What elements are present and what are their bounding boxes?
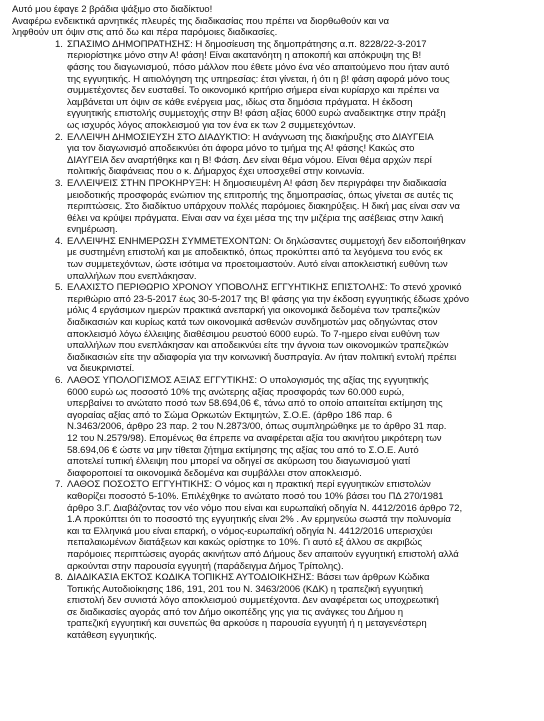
item-line: ΕΛΛΕΙΨΗ ΔΗΜΟΣΙΕΥΣΗ ΣΤΟ ΔΙΑΔΥΚΤΙΟ: Η ανάγνωση της διακήρυξης στο ΔΙΑΥΓΕΙΑ [67,131,434,143]
item-line: ΛΑΘΟΣ ΠΟΣΟΣΤΟ ΕΓΓΥΗΤΙΚΗΣ: Ο νόμος και η πρακτική περί εγγυητικών επιστολών [67,479,431,491]
item-line: τραπεζική εγγυητική και συνεπώς θα αρκούσε η παρουσία εγγυητή ή η μεταγενέστερη [67,618,427,630]
item-line: διαδικασιών είτε την αδιαφορία για την κοινωνική δυσπραγία. Αν ήταν πολιτική εντολή πρέπει [67,351,457,363]
item-line: εγγυητικής επιστολής συμμετοχής στην Β! φάση αξίας 6000 ευρώ αναδεικτηκε στην πράξη [67,108,446,120]
item-line: συμμετέχοντες δεν ευσταθεί. Το οικονομικό κριτήριο σήμερα είναι κυρίαρχο και πρέπει να [67,85,440,97]
item-line: και τα Ελληνικά μου είναι επαρκή, ο νόμος-ευρωπαϊκή οδηγία Ν. 4412/2016 υπερισχύει [67,525,433,537]
item-line: διαδικασιών και κυρίως κατά των οικονομικά ασθενών συνδημοτών μας οδηγώντας στον [67,317,438,329]
item-line: φάσης του διαγωνισμού, πόσο μάλλον που έθετε μόνο ένα νέο απαιτούμενο που ήταν αυτό [67,61,450,73]
issue-item [12,572,530,642]
item-line: ΛΑΘΟΣ ΥΠΟΛΟΓΙΣΜΟΣ ΑΞΙΑΣ ΕΓΓΥΤΙΚΗΣ: Ο υπολογισμός της αξίας της εγγυητικής [67,375,429,386]
issues-list [12,39,530,642]
item-line: περιορίστηκε μόνο στην Α! φάση! Είναι ακατανόητη η αποκοπή και απόκρυψη της Β! [67,50,422,62]
item-line: 58.694,06 € ώστε να μην τίθεται ζήτημα εκτίμησης της αξίας του από το Σ.Ο.Ε. Αυτό [67,444,419,456]
item-line: μόλις 4 εργάσιμων ημερών πρακτικά ανεπαρκή για οικονομικά δεδομένα των τραπεζικών [67,305,441,317]
item-line: αγοραίας αξίας από το Σώμα Ορκωτών Εκτιμητών, Σ.Ο.Ε. (άρθρο 186 παρ. 6 [67,409,393,421]
item-line: κατάθεση εγγυητικής. [67,630,157,642]
item-line: θέλει να κρύψει πράγματα. Είναι σαν να έχει μέσα της την μιζέρια της ασέβειας στην λαική [67,212,444,224]
item-line: των συμμετεχόντων, ώστε ισότιμα να προετοιμαστούν. Αυτό είναι αποκλειστική ευθύνη των [67,259,448,271]
item-line: 12 του Ν.2579/98). Επομένως θα έπρεπε να αναφέρεται αξία του ακινήτου μικρότερη των [67,432,442,444]
item-line: 1.Α προκύπτει ότι το ποσοστό της εγγυητικής είναι 2% . Αν ερμηνεύω σωστά την πολυνομία [67,514,451,526]
item-line: για τον διαγωνισμό αποδεικνύει ότι άφορα μόνο το τμήμα της Α! φάσης! Κακώς στο [67,143,415,155]
item-line: υπαλλήλων που ενεπλάκησαν. [67,270,197,282]
item-line: ΔΙΑΔΙΚΑΣΙΑ ΕΚΤΟΣ ΚΩΔΙΚΑ ΤΟΠΙΚΗΣ ΑΥΤΟΔΙΟΙΚΗΣΗΣ: Βάσει των άρθρων Κώδικα [67,572,430,584]
item-line: με συστημένη επιστολή και με αποδεικτικό, όπως προκύπτει από τα λεγόμενα του ενός εκ [67,247,443,259]
item-line: αρκούνται στην παρουσία εγγυητή (παράδειγμα Δήμος Τρίπολης). [67,560,344,572]
item-line: ΔΙΑΥΓΕΙΑ δεν αναρτήθηκε και η Β! Φάση. Δεν είναι θέμα νόμου. Είναι θέμα αρχών περί [67,154,432,166]
item-number: 5. [55,282,63,294]
item-line: άρθρο 3.Γ. Διαβάζοντας τον νέο νόμο που είναι και ευρωπαϊκή οδηγία Ν. 4412/2016 άρθρο 72, [67,502,463,514]
item-number: 6. [55,375,63,386]
item-line: παρόμοιες περιπτώσεις αγοράς ακινήτων από Δήμους δεν απαιτούν εγγυητική επιστολή αλλά [67,548,459,560]
item-line: περιπτώσεις. Στο διαδίκτυο υπάρχουν πολλές παρόμοιες διακηρύξεις. Η δική μας είναι σαν να [67,201,460,213]
item-line: λαμβάνεται υπ όψιν σε κάθε ενέργεια μας, ιδίως στα δημόσια πράγματα. Η έκδοση [67,96,413,108]
intro-line: Αυτό μου έφαγε 2 βράδια ψάξιμο στο διαδίκτυο! [12,4,213,15]
item-line: ΕΛΑΧΙΣΤΟ ΠΕΡΙΘΩΡΙΟ ΧΡΟΝΟΥ ΥΠΟΒΟΛΗΣ ΕΓΓΥΗΤΙΚΗΣ ΕΠΙΣΤΟΛΗΣ: Το στενό χρονικό [67,282,462,294]
item-number: 8. [55,572,63,584]
item-line: υπερβαίνει το ανώτατο ποσό των 58.694,06 €, τάνω από το οποίο απαιτείται εκτίμηση της [67,398,443,410]
issue-item [12,178,530,236]
item-line: Ν.3463/2006, άρθρο 23 παρ. 2 του Ν.2873/00, όπως συμπληρώθηκε με το άρθρο 31 παρ. [67,421,447,433]
item-line: να διευκρινιστεί. [67,363,135,375]
intro-line: Αναφέρω ενδεικτικά αρνητικές πλευρές της διαδικασίας που πρέπει να διορθωθούν και να [12,15,389,27]
item-number: 4. [55,235,63,247]
issue-item [12,39,530,132]
item-line: καθορίζει ποσοστό 5-10%. Επιλέχθηκε το ανώτατο ποσό του 10% βάσει του ΠΔ 270/1981 [67,490,444,502]
item-number: 7. [55,479,63,491]
intro [12,4,530,39]
item-line: της εγγυητικής. Η αιτιολόγηση της υπηρεσίας: έτσι γίνεται, ή ότι η β! φάση αφορά μόνο τους [67,73,450,85]
item-line: σε διαδικασίες αγοράς από τον Δήμο οικοπέδης γης για τις ανάγκες του Δήμου η [67,606,403,618]
item-line: υπαλλήλων που ενεπλάκησαν και αποδεικνύει είτε την άγνοια των οικονομικών τραπεζικών [67,340,449,352]
item-line: πεπαλαιωμένων διατάξεων και κακώς ορίστηκε το 10%. Γι αυτό εξ άλλου σε ακριβώς [67,537,422,549]
item-line: πολιτικής διαφάνειας που ο κ. Δήμαρχος έχει υποσχεθεί στην κοινωνία. [67,166,365,178]
item-line: αποκλεισμό λόγω έλλειψης διαθέσιμου ρευστού 6000 ευρώ. Το 7-ημερο είναι ευθύνη των [67,328,440,340]
item-line: Τοπικής Αυτοδιοίκησης 186, 191, 201 του Ν. 3463/2006 (ΚΔΚ) η τραπεζική εγγυητική [67,583,423,595]
item-line: 6000 ευρώ ως ποσοστό 10% της ανώτερης αξίας προσφοράς των 60.000 ευρώ, [67,386,405,398]
item-line: αποτελεί τυπική έλλειψη που μπορεί να οδηγεί σε ακύρωση του διαγωνισμού γιατί [67,456,411,468]
issue-item [12,132,530,178]
item-line: ΣΠΑΣΙΜΟ ΔΗΜΟΠΡΑΤΗΣΗΣ: Η δημοσίευση της δημοπράτησης α.π. 8228/22-3-2017 [67,38,427,50]
item-number: 2. [55,131,63,143]
item-number: 3. [55,177,63,189]
item-line: διαφοροποιεί τα οικονομικά δεδομένα και συμβάλλει στον αποκλεισμό. [67,467,362,479]
item-line: ΕΛΛΕΙΨΗΣ ΕΝΗΜΕΡΩΣΗ ΣΥΜΜΕΤΕΧΟΝΤΩΝ: Οι δηλώσαντες συμμετοχή δεν ειδοποιήθηκαν [67,235,466,247]
item-line: ως ισχυρός λόγος αποκλεισμού για τον ένα εκ των 2 συμμετεχόντων. [67,119,356,131]
issue-item [12,375,530,479]
issue-item [12,282,530,375]
item-line: μειοδοτικής προσφοράς ενώπιον της επιτροπής της δημοπρασίας, όπως γίνεται σε αυτές τις [67,189,454,201]
item-line: ενημέρωση. [67,224,118,236]
item-line: περιθώριο από 23-5-2017 έως 30-5-2017 της Β! φάσης για την έκδοση εγγυητικής έδωσε χρόνο [67,293,470,305]
item-line: ΕΛΛΕΙΨΕΙΣ ΣΤΗΝ ΠΡΟΚΗΡΥΞΗ: Η δημοσιευμένη Α! φάση δεν περιγράφει την διαδικασία [67,177,447,189]
intro-line: ληφθούν υπ όψιν στις από δω και πέρα παρόμοιες διαδικασίες. [12,27,278,39]
item-line: επιστολή δεν συνιστά λόγο αποκλεισμού συμμετέχοντα. Δεν αναφέρεται ως υποχρεωτική [67,595,439,607]
item-number: 1. [55,38,63,50]
issue-item [12,236,530,282]
issue-item [12,479,530,572]
